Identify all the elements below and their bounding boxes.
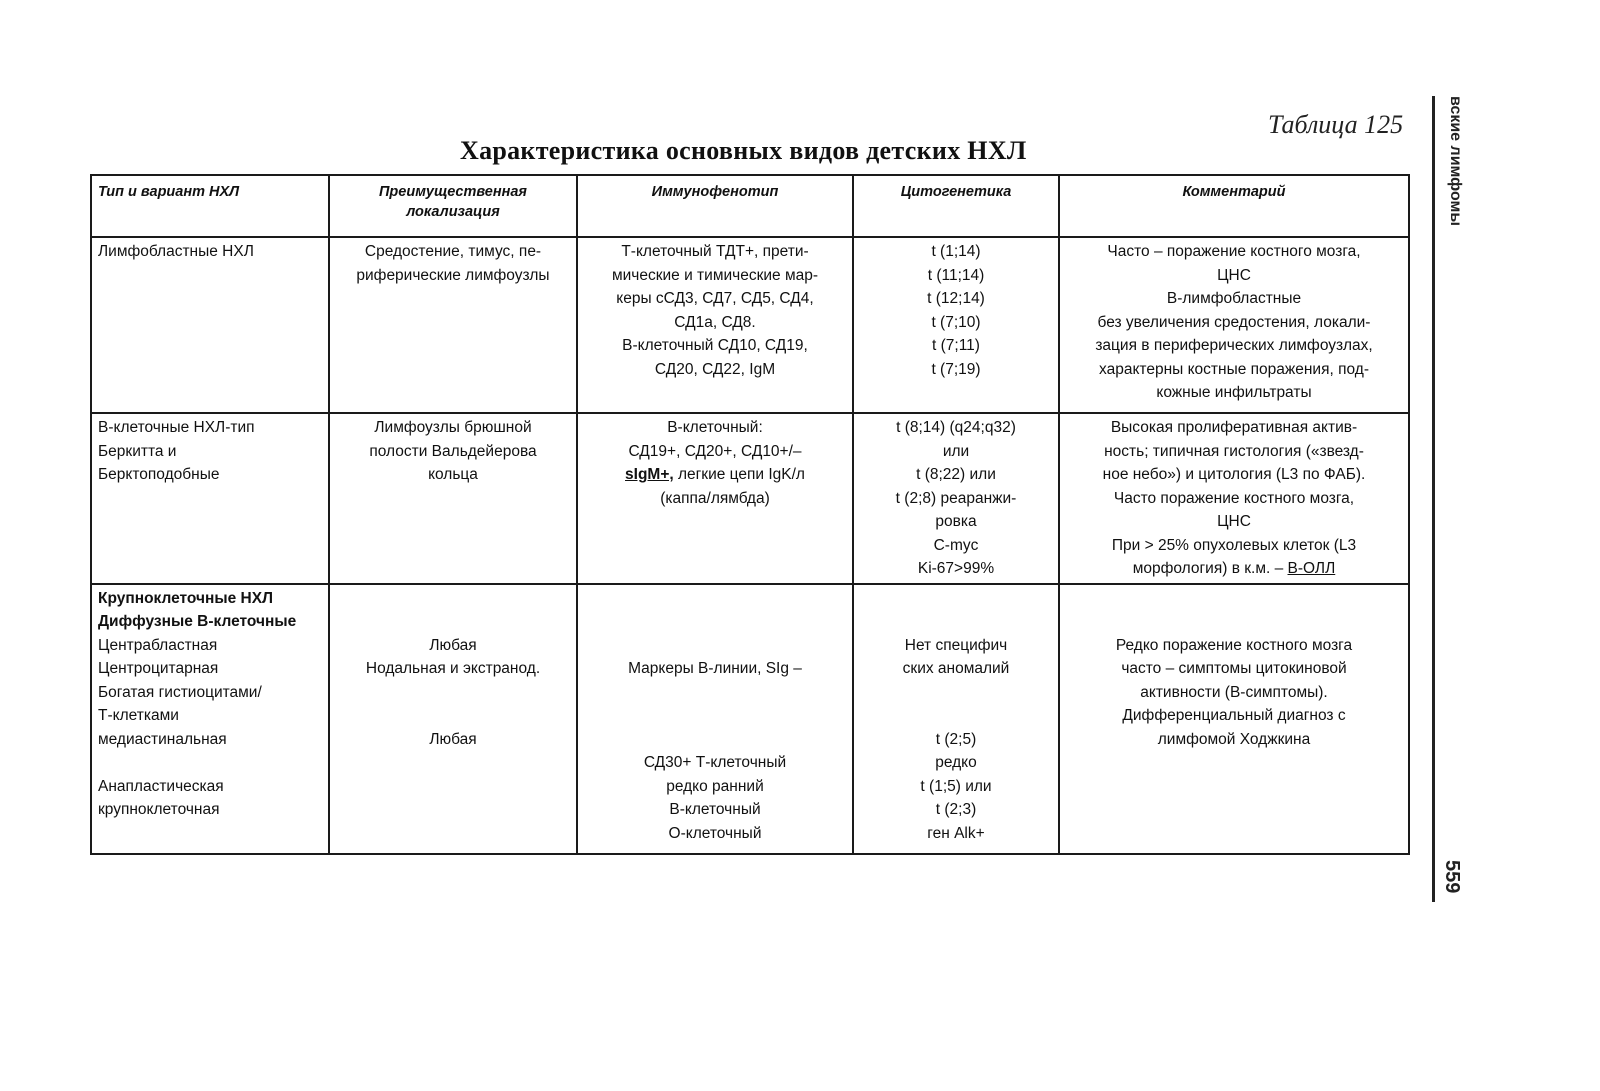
spacer — [1066, 610, 1402, 634]
cell-line: Часто поражение костного мозга, — [1113, 489, 1355, 507]
spacer — [584, 587, 846, 611]
cell-line: В-клеточный — [669, 801, 761, 818]
cell-line: t (7;10) — [931, 313, 981, 331]
running-header: вские лимфомы — [1447, 96, 1464, 226]
cell-line: СД30+ Т-клеточный — [643, 754, 787, 771]
cell-line: С-myc — [933, 536, 979, 554]
cell-type — [91, 413, 329, 584]
cell-line — [98, 751, 322, 775]
cell-line — [1066, 557, 1402, 581]
header-cytogenetics: Цитогенетика — [853, 175, 1059, 237]
cell-line: СД19+, СД20+, СД10+/– — [628, 442, 802, 460]
cell-line: или — [942, 442, 970, 460]
cell-line: керы сСД3, СД7, СД5, СД4, — [616, 290, 814, 307]
cell-line: t (12;14) — [927, 290, 985, 307]
table-row — [91, 584, 1409, 854]
cell-line: редко ранний — [666, 777, 764, 795]
cell-type — [91, 237, 329, 413]
spacer — [584, 704, 846, 728]
cell-text: морфология) в к.м. – — [1132, 560, 1288, 577]
cell-line: Беркитта и — [98, 442, 177, 460]
cell-line: Любая — [429, 636, 477, 654]
cell-comment — [1059, 584, 1409, 854]
cell-line: СД1а, СД8. — [674, 313, 756, 331]
cell-line: зация в периферических лимфоузлах, — [1095, 337, 1373, 354]
cell-line: Ki-67>99% — [917, 560, 995, 577]
cell-line: ное небо») и цитология (L3 по ФАБ). — [1102, 466, 1366, 483]
spacer — [584, 610, 846, 634]
cell-line: t (2;3) — [935, 801, 977, 818]
spacer — [860, 587, 1052, 611]
cell-line: Анапластическая — [98, 777, 224, 795]
cell-line: t (2;5) — [935, 730, 977, 748]
cell-text: легкие цепи IgK/л — [673, 466, 805, 483]
cell-line: (каппа/лямбда) — [660, 489, 770, 507]
cell-line: При > 25% опухолевых клеток (L3 — [1111, 536, 1357, 554]
cell-line: Маркеры В-линии, SIg – — [628, 660, 802, 677]
cell-cytogenetics — [853, 237, 1059, 413]
table-row — [91, 237, 1409, 413]
cell-line: Любая — [429, 730, 477, 748]
cell-immunophenotype — [577, 413, 853, 584]
cell-line: t (1;5) или — [920, 777, 992, 795]
cell-line: В-клеточные НХЛ-тип — [98, 419, 255, 436]
cell-line: Дифференциальный диагноз с — [1122, 707, 1346, 724]
cell-line: риферические лимфоузлы — [356, 266, 550, 284]
cell-line-bold: Крупноклеточные НХЛ — [98, 589, 273, 607]
spacer — [336, 704, 570, 728]
table-row — [91, 413, 1409, 584]
cell-line: Богатая гистиоцитами/ — [98, 683, 262, 701]
cell-line: кожные инфильтраты — [1156, 384, 1312, 401]
cell-line: Т-клеточный ТДТ+, прети- — [621, 243, 809, 260]
spacer — [336, 587, 570, 611]
cell-immunophenotype — [577, 584, 853, 854]
cell-line: Лимфоузлы брюшной — [374, 419, 532, 436]
cell-line: В-клеточный: — [667, 419, 763, 436]
cell-line: крупноклеточная — [98, 801, 220, 818]
cell-line: Центрабластная — [98, 636, 218, 654]
cell-line: ЦНС — [1217, 513, 1251, 530]
cell-line: кольца — [428, 466, 478, 483]
cell-line: редко — [935, 754, 977, 771]
cell-line: t (2;8) реаранжи- — [895, 489, 1017, 507]
cell-line: активности (В-симптомы). — [1140, 683, 1328, 701]
cell-line: t (8;22) или — [916, 466, 996, 483]
header-immunophenotype: Иммунофенотип — [577, 175, 853, 237]
cell-line: t (1;14) — [931, 243, 981, 260]
table-header-row — [91, 175, 1409, 237]
header-type: Тип и вариант НХЛ — [91, 175, 329, 237]
cell-line: Берктоподобные — [98, 466, 220, 483]
cell-line: лимфомой Ходжкина — [1157, 730, 1311, 748]
spacer — [860, 681, 1052, 705]
cell-line: t (8;14) (q24;q32) — [896, 419, 1016, 436]
spacer — [584, 728, 846, 752]
cell-line: В-лимфобластные — [1166, 290, 1302, 307]
cell-comment — [1059, 237, 1409, 413]
underlined-text: В-ОЛЛ — [1287, 560, 1336, 577]
cell-line: О-клеточный — [668, 824, 762, 842]
cell-line: часто – симптомы цитокиновой — [1121, 660, 1347, 677]
cell-line: ность; типичная гистология («звезд- — [1104, 442, 1364, 460]
cell-line: ских аномалий — [902, 660, 1010, 677]
cell-line: Центроцитарная — [98, 660, 219, 677]
cell-line: Нет специфич — [904, 636, 1008, 654]
cell-line: мические и тимические мар- — [611, 266, 819, 284]
cell-line — [584, 463, 846, 487]
cell-comment — [1059, 413, 1409, 584]
cell-line: Редко поражение костного мозга — [1115, 636, 1353, 654]
cell-line: медиастинальная — [98, 730, 227, 748]
cell-line: без увеличения средостения, локали- — [1097, 313, 1371, 331]
cell-line: Средостение, тимус, пе- — [364, 243, 542, 260]
spacer — [584, 634, 846, 658]
nhl-table — [90, 174, 1410, 855]
cell-line: характерны костные поражения, под- — [1099, 360, 1369, 378]
cell-line: СД20, СД22, IgM — [654, 360, 776, 378]
cell-line: Лимфобластные НХЛ — [98, 243, 254, 260]
cell-line: t (7;11) — [932, 337, 980, 354]
cell-cytogenetics — [853, 584, 1059, 854]
cell-immunophenotype — [577, 237, 853, 413]
table-number: Таблица 125 — [1268, 110, 1404, 139]
header-localization: Преимущественная локализация — [329, 175, 577, 237]
spacer — [336, 681, 570, 705]
cell-line: полости Вальдейерова — [369, 442, 537, 460]
cell-line: ровка — [935, 513, 977, 530]
cell-line: Часто – поражение костного мозга, — [1107, 243, 1361, 260]
underlined-text: sIgM+, — [625, 466, 674, 483]
cell-line-bold: Диффузные В-клеточные — [98, 613, 297, 630]
header-comment: Комментарий — [1059, 175, 1409, 237]
cell-line: t (11;14) — [927, 266, 985, 284]
spacer — [860, 704, 1052, 728]
page-number: 559 — [1441, 860, 1463, 894]
spacer — [1066, 587, 1402, 611]
cell-localization — [329, 584, 577, 854]
cell-cytogenetics — [853, 413, 1059, 584]
cell-localization — [329, 413, 577, 584]
side-rule — [1432, 96, 1435, 902]
cell-line: Нодальная и экстранод. — [365, 660, 541, 677]
cell-line: Т-клетками — [98, 707, 179, 724]
spacer — [860, 610, 1052, 634]
cell-type — [91, 584, 329, 854]
cell-line: Высокая пролиферативная актив- — [1110, 419, 1358, 436]
table-title: Характеристика основных видов детских НХЛ — [460, 136, 1027, 165]
cell-line: В-клеточный СД10, СД19, — [622, 337, 808, 354]
spacer — [336, 610, 570, 634]
cell-line: ген Alk+ — [927, 824, 985, 842]
cell-line: t (7;19) — [931, 360, 981, 378]
cell-line: ЦНС — [1217, 266, 1251, 284]
cell-localization — [329, 237, 577, 413]
spacer — [584, 681, 846, 705]
